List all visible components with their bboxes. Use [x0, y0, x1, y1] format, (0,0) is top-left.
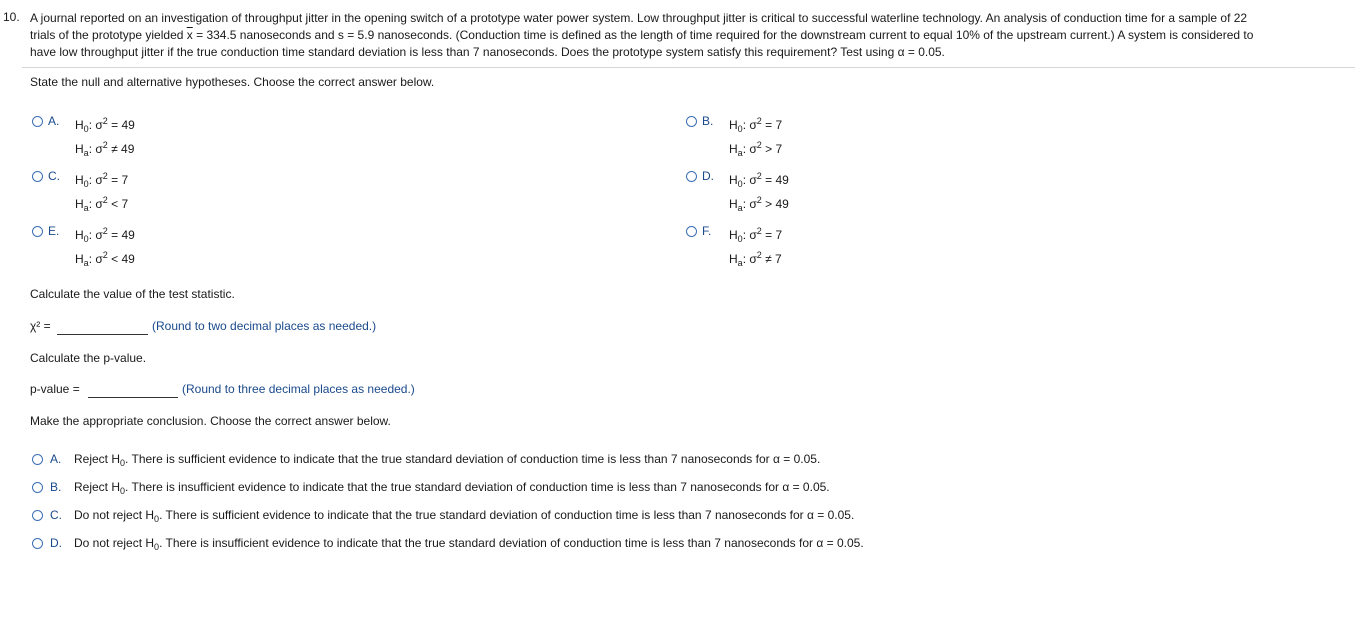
- option-letter: C.: [48, 169, 60, 183]
- hypothesis-option-a[interactable]: [30, 114, 190, 160]
- null-hypothesis: $H_0$: $\sigma^2 = 7$: [75, 171, 129, 189]
- hypothesis-option-d[interactable]: [684, 169, 844, 215]
- chi-square-hint: (Round to two decimal places as needed.): [152, 319, 377, 333]
- conclusion-option-b[interactable]: [30, 480, 950, 496]
- conclusion-option-d[interactable]: [30, 536, 950, 552]
- option-letter: D.: [50, 536, 62, 550]
- option-letter: A.: [48, 114, 60, 128]
- conclusion-option-a[interactable]: [30, 452, 950, 468]
- null-hypothesis: $H_0$: $\sigma^2 = 49$: [75, 116, 135, 134]
- null-hypothesis: $H_0$: $\sigma^2 = 49$: [75, 226, 135, 244]
- question-line-1: A journal reported on an investigation of throughput jitter in the opening switch of a prototype water power system. Low throughput jitter is critical to successful waterline technology. An analysis of conduction time for a sample of 22: [30, 11, 1248, 25]
- divider: [22, 67, 1355, 68]
- conclusion-text: Reject $H_0$. There is sufficient evidence to indicate that the true standard deviation of conduction time is less than 7 nanoseconds for α = 0.05.: [74, 452, 821, 468]
- question-text: [30, 10, 1352, 61]
- radio-button[interactable]: [32, 538, 43, 549]
- conclusion-text: Do not reject $H_0$. There is insufficient evidence to indicate that the true standard deviation of conduction time is less than 7 nanoseconds for α = 0.05.: [74, 536, 864, 552]
- option-letter: D.: [702, 169, 714, 183]
- chi-square-input[interactable]: [57, 320, 148, 335]
- option-letter: A.: [50, 452, 62, 466]
- radio-button[interactable]: [32, 482, 43, 493]
- hypothesis-option-e[interactable]: [30, 224, 190, 270]
- hypothesis-option-f[interactable]: [684, 224, 844, 270]
- test-statistic-prompt: Calculate the value of the test statistic.: [30, 287, 235, 301]
- alternative-hypothesis: $H_a$: $\sigma^2 > 49$: [729, 195, 789, 213]
- radio-button[interactable]: [686, 116, 697, 127]
- option-letter: E.: [48, 224, 60, 238]
- alternative-hypothesis: $H_a$: $\sigma^2 \ne 7$: [729, 250, 782, 268]
- p-value-prompt: Calculate the p-value.: [30, 351, 147, 365]
- question-number: 10.: [3, 10, 20, 24]
- radio-button[interactable]: [32, 226, 43, 237]
- radio-button[interactable]: [32, 454, 43, 465]
- question-line-3: have low throughput jitter if the true conduction time standard deviation is less than 7 nanoseconds. Does the prototype system satisfy this requirement? Test using α = 0.05.: [30, 45, 945, 59]
- radio-button[interactable]: [32, 116, 43, 127]
- null-hypothesis: $H_0$: $\sigma^2 = 49$: [729, 171, 789, 189]
- p-value-label: p-value =: [30, 382, 80, 396]
- radio-button[interactable]: [32, 510, 43, 521]
- alternative-hypothesis: $H_a$: $\sigma^2 \ne 49$: [75, 140, 135, 158]
- chi-square-label: χ² =: [30, 319, 51, 333]
- hypotheses-prompt: State the null and alternative hypotheses. Choose the correct answer below.: [30, 75, 435, 89]
- null-hypothesis: $H_0$: $\sigma^2 = 7$: [729, 116, 783, 134]
- hypothesis-option-c[interactable]: [30, 169, 190, 215]
- question-line-2: trials of the prototype yielded $\overline{x} = 334.5$ nanoseconds and s = 5.9 nanoseconds. (Conduction time is defined as the length of time required for the downstream current to equal 10% of the upstream current.) A system is considered to: [30, 28, 1254, 42]
- option-letter: F.: [702, 224, 712, 238]
- radio-button[interactable]: [686, 171, 697, 182]
- x-bar-symbol: $\overline{x}$: [186, 28, 193, 42]
- radio-button[interactable]: [32, 171, 43, 182]
- alternative-hypothesis: $H_a$: $\sigma^2 < 49$: [75, 250, 135, 268]
- option-letter: B.: [50, 480, 62, 494]
- conclusion-prompt: Make the appropriate conclusion. Choose the correct answer below.: [30, 414, 391, 428]
- alternative-hypothesis: $H_a$: $\sigma^2 > 7$: [729, 140, 783, 158]
- alternative-hypothesis: $H_a$: $\sigma^2 < 7$: [75, 195, 129, 213]
- conclusion-text: Do not reject $H_0$. There is sufficient evidence to indicate that the true standard deviation of conduction time is less than 7 nanoseconds for α = 0.05.: [74, 508, 855, 524]
- null-hypothesis: $H_0$: $\sigma^2 = 7$: [729, 226, 783, 244]
- p-value-hint: (Round to three decimal places as needed.): [182, 382, 415, 396]
- p-value-input[interactable]: [88, 383, 178, 398]
- radio-button[interactable]: [686, 226, 697, 237]
- option-letter: C.: [50, 508, 62, 522]
- option-letter: B.: [702, 114, 714, 128]
- conclusion-text: Reject $H_0$. There is insufficient evidence to indicate that the true standard deviation of conduction time is less than 7 nanoseconds for α = 0.05.: [74, 480, 830, 496]
- hypothesis-option-b[interactable]: [684, 114, 844, 160]
- conclusion-option-c[interactable]: [30, 508, 950, 524]
